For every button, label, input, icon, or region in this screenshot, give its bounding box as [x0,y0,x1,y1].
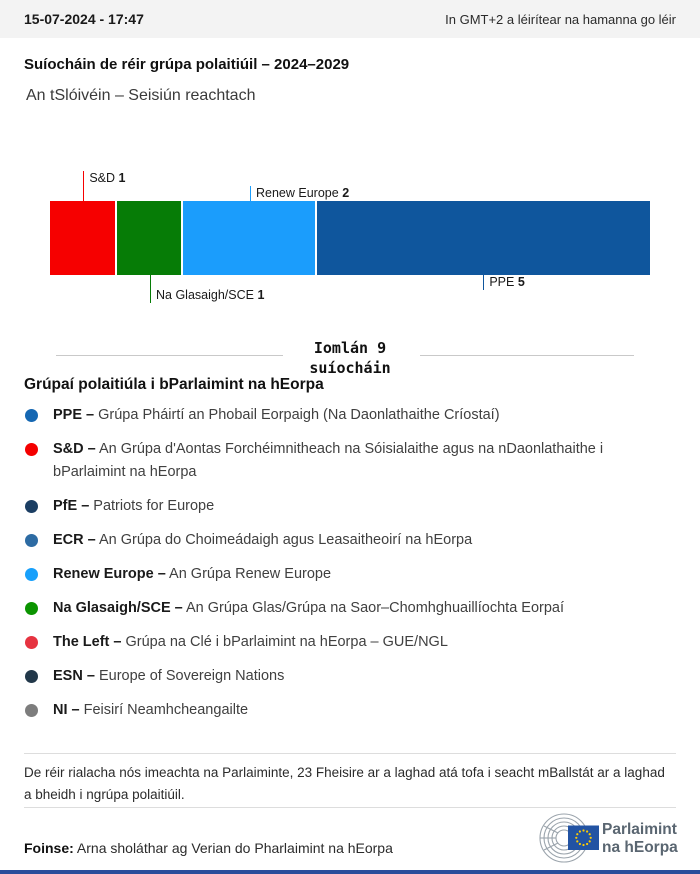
group-abbr: S&D – [53,441,96,457]
european-parliament-logo-icon [528,812,608,864]
header-bar [0,0,700,38]
legend-item-ecr [24,529,678,552]
group-description: Europe of Sovereign Nations [98,668,285,684]
group-description: Feisirí Neamhcheangailte [83,702,249,718]
total-line-2: suíocháin [309,359,391,377]
source-label: Foinse: [24,840,74,856]
legend-item-s-d [24,438,678,484]
group-color-dot-icon [25,534,38,547]
group-description: Grúpa na Clé i bParlaimint na hEorpa – GUE/NGL [125,634,448,650]
legend-list [24,404,678,733]
bar-segment-renew-europe[interactable] [183,201,316,275]
callout-ppe [483,275,525,290]
legend-item-ni [24,699,678,722]
group-abbr: Na Glasaigh/SCE – [53,600,183,616]
group-abbr: The Left – [53,634,122,650]
page-title: Suíocháin de réir grúpa polaitiúil – 2024–2029 [24,56,350,73]
legend-item-na-glasaigh-sce [24,597,678,620]
legend-item-ppe [24,404,678,427]
group-color-dot-icon [25,443,38,456]
legend-item-the-left [24,631,678,654]
callout-renew-europe [250,186,350,201]
group-description: Grúpa Pháirtí an Phobail Eorpaigh (Na Daonlathaithe Críostaí) [98,407,500,423]
wordmark-line-1: Parlaimint [602,821,677,838]
callout-na-glasaigh-sce [150,275,265,303]
legend-item-renew-europe [24,563,678,586]
callout-seat-count: 1 [118,171,126,185]
bar-segment-ppe[interactable] [317,201,650,275]
seat-bar [50,201,650,275]
group-color-dot-icon [25,636,38,649]
group-abbr: PPE – [53,407,95,423]
page-subtitle: An tSlóivéin – Seisiún reachtach [26,87,256,104]
seat-chart [50,171,650,302]
wordmark-line-2: na hEorpa [602,839,678,856]
callout-name: S&D [89,171,116,185]
eu-flag [568,826,599,851]
divider-left [56,355,283,356]
callout-name: Na Glasaigh/SCE [156,288,254,302]
group-abbr: ECR – [53,532,96,548]
bar-segment-na-glasaigh-sce[interactable] [117,201,184,275]
group-abbr: PfE – [53,498,90,514]
group-description: An Grúpa d'Aontas Forchéimnitheach na Sóisialaithe agus na nDaonlathaithe i bParlaimint na hEorpa [53,441,604,480]
group-abbr: Renew Europe – [53,566,166,582]
divider-right [420,355,634,356]
callout-s-d [83,171,126,201]
group-description: An Grúpa do Choimeádaigh agus Leasaitheoirí na hEorpa [98,532,473,548]
callout-name: PPE [489,275,515,289]
callout-name: Renew Europe [256,186,339,200]
european-parliament-wordmark [602,821,678,857]
group-description: Patriots for Europe [93,498,215,514]
footnote-text: De réir rialacha nós imeachta na Parlaiminte, 23 Fheisire ar a laghad atá tofa i seacht mBallstát ar a laghad a bheidh i ngrúpa polaitiúil. [24,765,665,802]
callout-seat-count: 5 [517,275,525,289]
group-description: An Grúpa Renew Europe [169,566,332,582]
group-abbr: ESN – [53,668,95,684]
group-description: An Grúpa Glas/Grúpa na Saor–Chomhghuaillíochta Eorpaí [185,600,565,616]
callout-seat-count: 1 [257,288,265,302]
group-color-dot-icon [25,670,38,683]
group-color-dot-icon [25,568,38,581]
footnote-rule-bottom [24,807,676,808]
datetime-label: 15-07-2024 - 17:47 [24,11,144,27]
group-abbr: NI – [53,702,80,718]
source-line [24,840,393,856]
legend-item-pfe [24,495,678,518]
group-color-dot-icon [25,500,38,513]
bottom-accent-strip [0,870,700,874]
group-color-dot-icon [25,704,38,717]
bar-segment-s-d[interactable] [50,201,117,275]
timezone-note: In GMT+2 a léirítear na hamanna go léir [445,11,676,27]
legend-heading: Grúpaí polaitiúla i bParlaimint na hEorpa [24,376,324,393]
group-color-dot-icon [25,602,38,615]
legend-item-esn [24,665,678,688]
footnote-rule-top [24,753,676,754]
source-text: Arna sholáthar ag Verian do Pharlaimint na hEorpa [76,840,393,856]
group-color-dot-icon [25,409,38,422]
total-line-1: Iomlán 9 [313,339,387,357]
total-seats-label [0,338,700,378]
callout-seat-count: 2 [342,186,350,200]
